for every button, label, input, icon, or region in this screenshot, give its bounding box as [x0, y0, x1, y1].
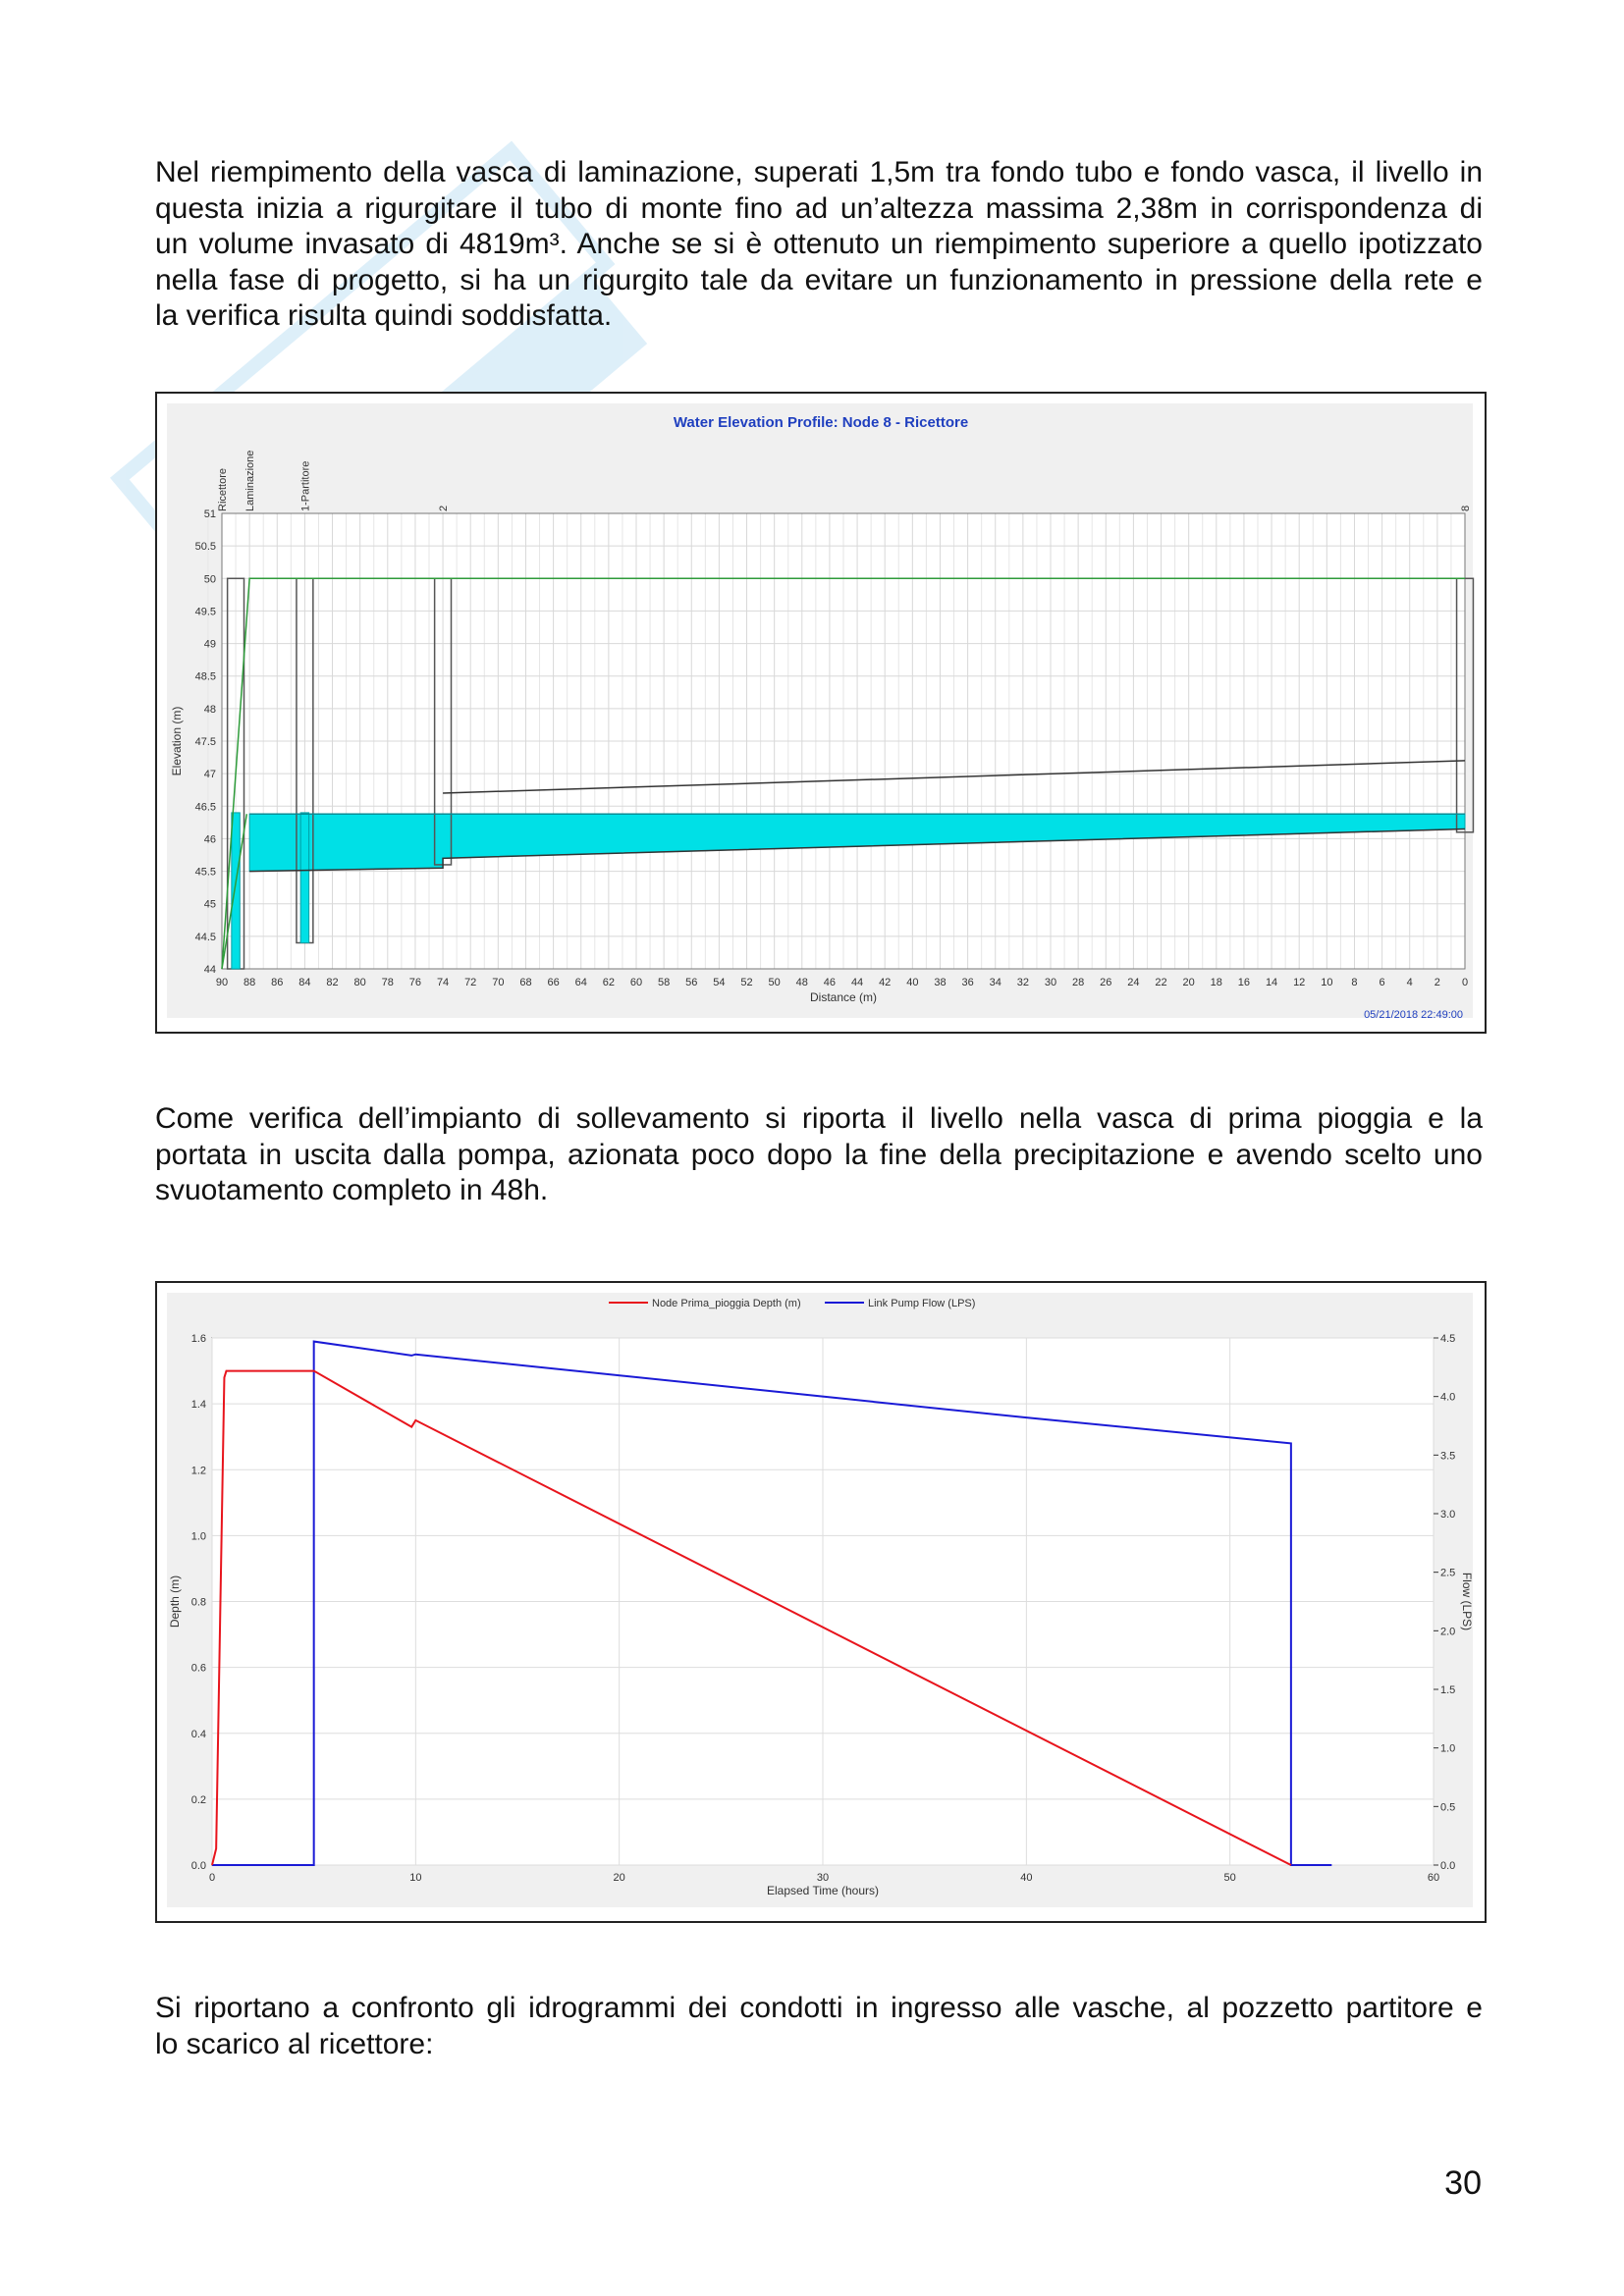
x-tick-label: 76	[408, 977, 422, 988]
legend-label-flow: Link Pump Flow (LPS)	[868, 1298, 976, 1309]
node-label: 8	[1460, 505, 1472, 511]
x-tick-label: 10	[1321, 977, 1333, 988]
y-tick-label: 0.0	[190, 1860, 206, 1872]
timestamp-label: 05/21/2018 22:49:00	[1364, 1009, 1463, 1021]
x-tick-label: 60	[629, 977, 643, 988]
y-tick-label: 44	[203, 964, 216, 976]
y-tick-label: 46.5	[194, 801, 216, 814]
x-axis-label: Distance (m)	[809, 990, 878, 1004]
y-tick-label: 49.5	[194, 606, 216, 618]
y-tick-label: 1.6	[190, 1333, 206, 1345]
x-tick-label: 60	[1427, 1872, 1440, 1884]
x-axis-label: Elapsed Time (hours)	[766, 1884, 880, 1897]
elevation-profile-figure	[155, 392, 1487, 1034]
y-tick-label: 0.2	[190, 1793, 206, 1806]
shaft-water	[300, 813, 308, 943]
shaft-water	[232, 813, 240, 969]
x-tick-label: 14	[1265, 977, 1278, 988]
chart-title: Water Elevation Profile: Node 8 - Ricettore	[673, 414, 969, 431]
x-tick-label: 26	[1100, 977, 1112, 988]
text-line: Si riportano a confronto gli idrogrammi dei condotti in ingresso alle vasche, al pozzetto partitore e	[155, 1992, 1483, 2024]
elevation-profile-chart	[157, 394, 1485, 1032]
x-tick-label: 32	[1016, 977, 1029, 988]
text-line: portata in uscita dalla pompa, azionata poco dopo la fine della precipitazione e avendo scelto uno	[155, 1138, 1483, 1171]
x-tick-label: 16	[1237, 977, 1251, 988]
x-tick-label: 64	[574, 977, 587, 988]
y2-tick-label: 3.0	[1440, 1509, 1456, 1521]
x-tick-label: 10	[409, 1872, 422, 1884]
x-tick-label: 54	[713, 977, 726, 988]
y-tick-label: 0.6	[190, 1662, 206, 1675]
x-tick-label: 28	[1072, 977, 1085, 988]
x-tick-label: 86	[271, 977, 284, 988]
y2-tick-label: 0.5	[1440, 1801, 1456, 1814]
y-tick-label: 45.5	[194, 866, 216, 879]
paragraph-1	[155, 155, 1483, 335]
y-axis-label: Elevation (m)	[170, 706, 184, 776]
x-tick-label: 44	[850, 977, 864, 988]
node-label: 2	[438, 505, 451, 511]
y-tick-label: 49	[203, 638, 216, 651]
x-tick-label: 62	[602, 977, 615, 988]
y-tick-label: 50.5	[194, 541, 216, 554]
x-tick-label: 20	[1182, 977, 1195, 988]
x-tick-label: 40	[1020, 1872, 1033, 1884]
pump-depth-flow-figure	[155, 1281, 1487, 1923]
y-tick-label: 48	[203, 703, 216, 716]
y-tick-label: 1.4	[190, 1399, 206, 1412]
x-tick-label: 84	[298, 977, 311, 988]
text-line: questa inizia a rigurgitare il tubo di monte fino ad un’altezza massima 2,38m in corrispondenza di	[155, 191, 1483, 225]
x-tick-label: 88	[244, 977, 256, 988]
text-line: svuotamento completo in 48h.	[155, 1174, 549, 1206]
y2-tick-label: 4.5	[1440, 1333, 1456, 1345]
y-tick-label: 47.5	[194, 736, 216, 748]
page-number: 30	[1444, 2164, 1482, 2202]
legend-label-depth: Node Prima_pioggia Depth (m)	[652, 1298, 801, 1309]
x-tick-label: 8	[1351, 977, 1358, 988]
y2-tick-label: 3.5	[1440, 1450, 1456, 1463]
pump-depth-flow-chart	[157, 1283, 1485, 1921]
y2-tick-label: 2.5	[1440, 1567, 1456, 1579]
x-tick-label: 30	[1044, 977, 1057, 988]
y-tick-label: 1.0	[190, 1530, 206, 1543]
y-tick-label: 47	[203, 769, 216, 781]
y2-axis-label: Flow (LPS)	[1460, 1572, 1474, 1631]
y2-tick-label: 1.5	[1440, 1684, 1456, 1696]
y-axis-label: Depth (m)	[168, 1575, 182, 1629]
x-tick-label: 18	[1210, 977, 1222, 988]
x-tick-label: 50	[768, 977, 781, 988]
x-tick-label: 56	[685, 977, 698, 988]
y-tick-label: 1.2	[190, 1465, 206, 1477]
x-tick-label: 36	[961, 977, 974, 988]
text-line: lo scarico al ricettore:	[155, 2027, 434, 2060]
x-tick-label: 30	[816, 1872, 830, 1884]
x-tick-label: 38	[934, 977, 947, 988]
x-tick-label: 46	[823, 977, 837, 988]
node-label: 1-Partitore	[299, 460, 312, 511]
x-tick-label: 42	[879, 977, 892, 988]
y-tick-label: 0.4	[190, 1728, 206, 1740]
x-tick-label: 24	[1127, 977, 1140, 988]
text-line: la verifica risulta quindi soddisfatta.	[155, 299, 613, 332]
text-line: un volume invasato di 4819m³. Anche se si è ottenuto un riempimento superiore a quello ipotizzato	[155, 228, 1483, 260]
y-tick-label: 45	[203, 898, 216, 911]
x-tick-label: 52	[740, 977, 753, 988]
x-tick-label: 66	[547, 977, 560, 988]
paragraph-3	[155, 1991, 1483, 2062]
paragraph-2	[155, 1101, 1483, 1209]
y-tick-label: 48.5	[194, 670, 216, 683]
x-tick-label: 58	[658, 977, 671, 988]
x-tick-label: 12	[1293, 977, 1306, 988]
y2-tick-label: 1.0	[1440, 1742, 1456, 1755]
y-tick-label: 0.8	[190, 1596, 206, 1609]
x-tick-label: 80	[353, 977, 366, 988]
y2-tick-label: 0.0	[1440, 1860, 1456, 1872]
x-tick-label: 20	[613, 1872, 625, 1884]
x-tick-label: 0	[208, 1872, 216, 1884]
x-tick-label: 0	[1461, 977, 1469, 988]
x-tick-label: 78	[381, 977, 394, 988]
y-tick-label: 51	[203, 508, 216, 520]
x-tick-label: 34	[989, 977, 1001, 988]
node-label: Laminazione	[244, 450, 257, 511]
y-tick-label: 46	[203, 833, 216, 846]
x-tick-label: 40	[906, 977, 919, 988]
text-line: Come verifica dell’impianto di sollevamento si riporta il livello nella vasca di prima pioggia e la	[155, 1102, 1483, 1135]
x-tick-label: 6	[1379, 977, 1385, 988]
x-tick-label: 48	[795, 977, 808, 988]
x-tick-label: 22	[1155, 977, 1167, 988]
x-tick-label: 82	[326, 977, 339, 988]
text-line: Nel riempimento della vasca di laminazione, superati 1,5m tra fondo tubo e fondo vasca, il livello in	[155, 156, 1483, 188]
y2-tick-label: 4.0	[1440, 1391, 1456, 1404]
y-tick-label: 44.5	[194, 931, 216, 943]
x-tick-label: 68	[519, 977, 532, 988]
x-tick-label: 72	[464, 977, 477, 988]
x-tick-label: 74	[436, 977, 450, 988]
x-tick-label: 90	[215, 977, 229, 988]
x-tick-label: 4	[1406, 977, 1413, 988]
node-label: Ricettore	[217, 467, 229, 511]
x-tick-label: 70	[492, 977, 505, 988]
x-tick-label: 2	[1434, 977, 1440, 988]
y-tick-label: 50	[203, 573, 216, 586]
x-tick-label: 50	[1223, 1872, 1236, 1884]
text-line: nella fase di progetto, si ha un rigurgito tale da evitare un funzionamento in pressione della rete e	[155, 263, 1483, 296]
y2-tick-label: 2.0	[1440, 1626, 1456, 1638]
